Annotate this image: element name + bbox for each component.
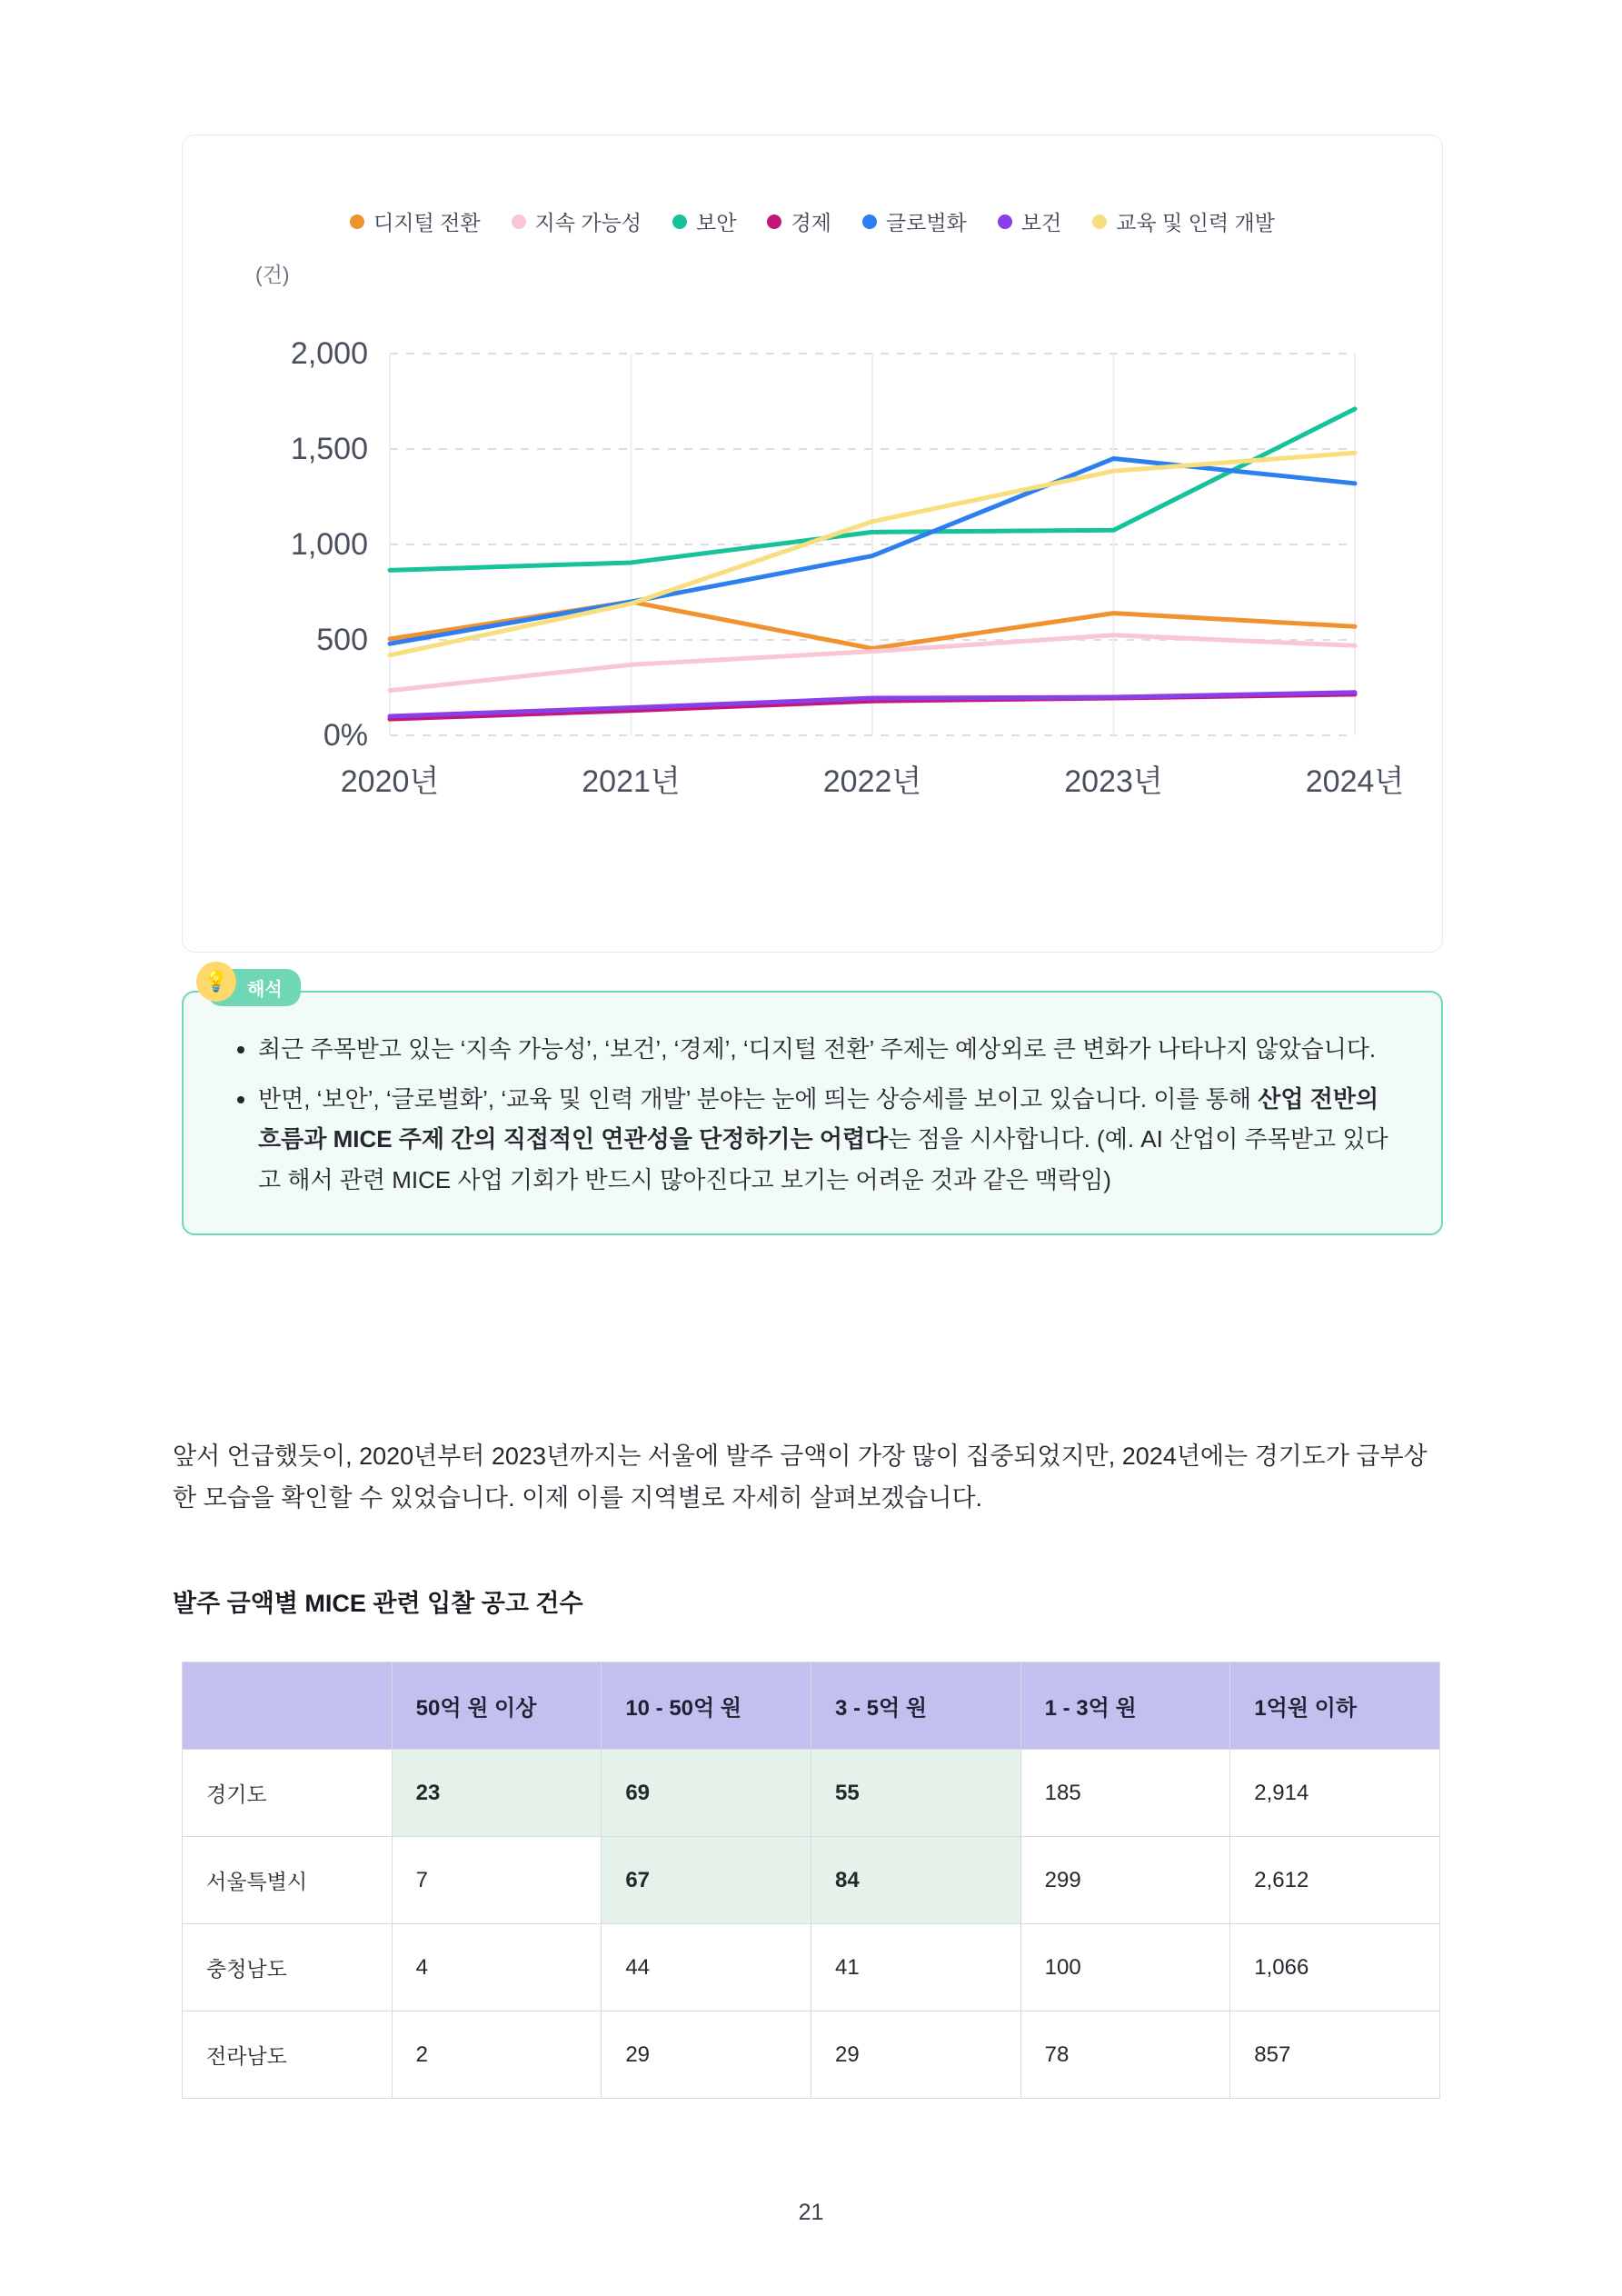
y-axis-tick-label: 0%: [323, 718, 368, 753]
table-row-header: 전라남도: [183, 2011, 393, 2099]
table-corner-cell: [183, 1662, 393, 1750]
x-axis-tick-label: 2023년: [1064, 764, 1163, 799]
table-cell: 23: [392, 1750, 602, 1837]
body-paragraph: 앞서 언급했듯이, 2020년부터 2023년까지는 서울에 발주 금액이 가장 많이 집중되었지만, 2024년에는 경기도가 급부상한 모습을 확인할 수 있었습니다. 이제 이를 지역별로 자세히 살펴보겠습니다.: [173, 1442, 1428, 1512]
bid-count-table: [182, 1662, 1440, 2099]
y-axis-tick-label: 1,500: [290, 432, 368, 466]
table-cell: 29: [602, 2011, 811, 2099]
table-column-header: 1억원 이하: [1230, 1662, 1440, 1750]
table-cell: 44: [602, 1924, 811, 2011]
table-cell: 100: [1020, 1924, 1230, 2011]
table-cell: 78: [1020, 2011, 1230, 2099]
table-header-row: [183, 1662, 1440, 1750]
legend-label: 보건: [1020, 211, 1062, 235]
emphasis-text: 산업 전반의 흐름과 MICE 주제 간의 직접적인 연관성을 단정하기는 어렵다: [258, 1084, 1379, 1153]
table-cell: 185: [1020, 1750, 1230, 1837]
table-row: [183, 1750, 1440, 1837]
table-cell: 857: [1230, 2011, 1440, 2099]
interpretation-bullet: [258, 1029, 1398, 1070]
table-row-header: 충청남도: [183, 1924, 393, 2011]
bullet-text: 반면, ‘보안’, ‘글로벌화’, ‘교육 및 인력 개발’ 분야는 눈에 띄는 상승세를 보이고 있습니다. 이를 통해: [258, 1084, 1259, 1113]
legend-label: 경제: [791, 211, 831, 235]
table-cell: 1,066: [1230, 1924, 1440, 2011]
table-row: [183, 2011, 1440, 2099]
table-column-header: 3 - 5억 원: [811, 1662, 1020, 1750]
y-axis-tick-label: 1,000: [290, 527, 368, 562]
interpretation-tag: 해석: [207, 969, 301, 1006]
table-row: [183, 1837, 1440, 1924]
legend-label: 글로벌화: [885, 211, 967, 235]
interpretation-body: [182, 991, 1443, 1235]
lightbulb-icon: 💡: [196, 962, 236, 1002]
table-cell: 2,612: [1230, 1837, 1440, 1924]
table-column-header: 1 - 3억 원: [1020, 1662, 1230, 1750]
x-axis-tick-label: 2021년: [582, 764, 681, 799]
x-axis-tick-label: 2020년: [340, 764, 440, 799]
table-cell: 299: [1020, 1837, 1230, 1924]
table-cell: 7: [392, 1837, 602, 1924]
table-row-header: 서울특별시: [183, 1837, 393, 1924]
table-column-header: 50억 원 이상: [392, 1662, 602, 1750]
table-cell: 41: [811, 1924, 1020, 2011]
legend-label: 보안: [696, 211, 737, 235]
table-row-header: 경기도: [183, 1750, 393, 1837]
table-column-header: 10 - 50억 원: [602, 1662, 811, 1750]
chart-plot-area: [183, 135, 1442, 952]
x-axis-tick-label: 2022년: [822, 764, 922, 799]
interpretation-bullet: [258, 1079, 1398, 1201]
bid-count-table-wrapper: [182, 1662, 1440, 2099]
chart-svg: [183, 135, 1444, 953]
table-cell: 69: [602, 1750, 811, 1837]
bullet-text: 는 점을 시사합니다. (예. AI 산업이 주목받고 있다고 해서 관련 MICE 사업 기회가 반드시 많아진다고 보기는 어려운 것과 같은 맥락임): [258, 1125, 1388, 1194]
y-axis-tick-label: 2,000: [290, 336, 368, 371]
interpretation-callout: [182, 970, 1443, 1235]
interpretation-bullet-list: [227, 1029, 1398, 1201]
table-cell: 55: [811, 1750, 1020, 1837]
page-number: 21: [798, 2200, 824, 2225]
x-axis-tick-label: 2024년: [1305, 764, 1405, 799]
legend-label: 교육 및 인력 개발: [1116, 211, 1275, 235]
legend-label: 지속 가능성: [534, 211, 642, 235]
line-chart-card: [182, 135, 1443, 953]
table-cell: 84: [811, 1837, 1020, 1924]
chart-unit-label: (건): [255, 263, 290, 286]
table-cell: 2,914: [1230, 1750, 1440, 1837]
table-cell: 4: [392, 1924, 602, 2011]
bullet-text: 최근 주목받고 있는 ‘지속 가능성’, ‘보건’, ‘경제’, ‘디지털 전환’ 주제는 예상외로 큰 변화가 나타나지 않았습니다.: [258, 1035, 1377, 1063]
table-cell: 2: [392, 2011, 602, 2099]
table-row: [183, 1924, 1440, 2011]
table-head: [183, 1662, 1440, 1750]
legend-label: 디지털 전환: [373, 211, 481, 235]
table-cell: 67: [602, 1837, 811, 1924]
table-cell: 29: [811, 2011, 1020, 2099]
y-axis-tick-label: 500: [316, 623, 368, 657]
table-body: [183, 1750, 1440, 2099]
section-title: 발주 금액별 MICE 관련 입찰 공고 건수: [173, 1590, 583, 1617]
